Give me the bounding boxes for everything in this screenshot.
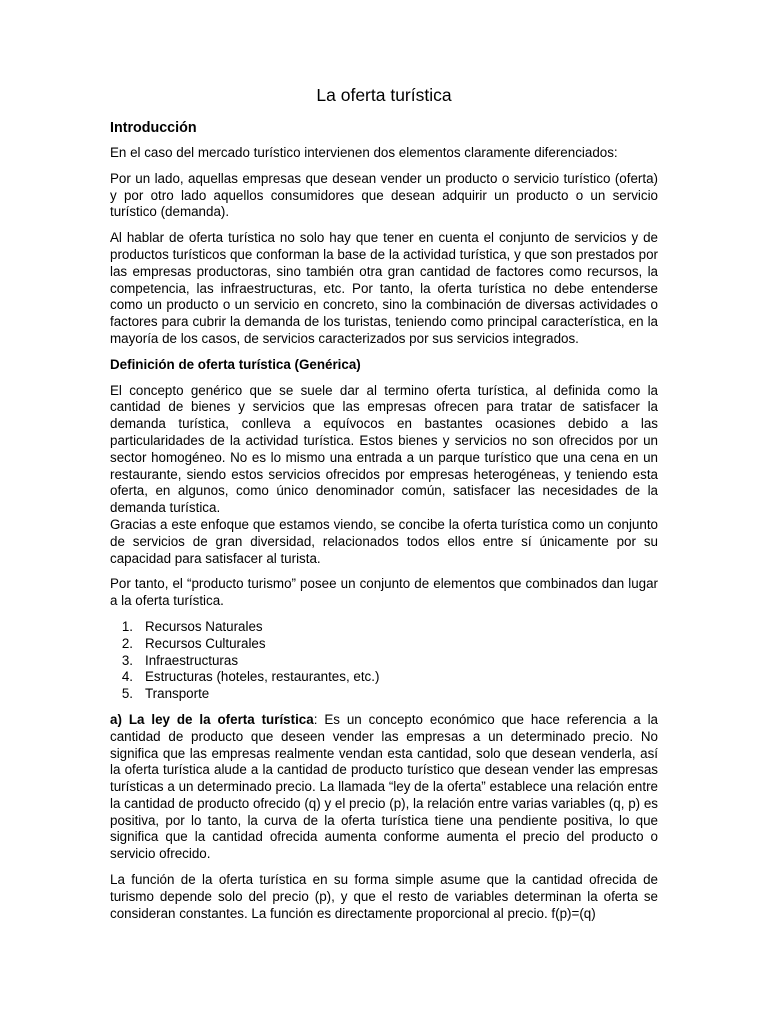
intro-heading: Introducción bbox=[110, 120, 197, 136]
paragraph-intro-1: En el caso del mercado turístico intervienen dos elementos claramente diferenciados: bbox=[110, 145, 618, 160]
page-title: La oferta turística bbox=[316, 85, 452, 105]
list-item: 4. Estructuras (hoteles, restaurantes, etc.) bbox=[121, 669, 380, 685]
list-item: 5. Transporte bbox=[121, 686, 210, 702]
paragraph-product: Por tanto, el “producto turismo” posee un conjunto de elementos que combinados dan lugar a la oferta turística. bbox=[110, 576, 658, 609]
supply-law-text: : Es un concepto económico que hace referencia a la cantidad de producto que deseen vender las empresas a un determinado precio. No significa que las empresas realmente vendan esta cantidad, solo que desean venderla, así la oferta turística alude a la cantidad de producto turístico que desean vender las empresas turísticas a un determinado precio. La llamada “ley de la oferta” establece una relación entre la cantidad de producto ofrecido (q) y el precio (p), la relación entre varias variables (q, p) es positiva, por lo tanto, la curva de la oferta turística tiene una pendiente positiva, lo que significa que la cantidad ofrecida aumenta conforme aumenta el precio del producto o servicio ofrecido. bbox=[110, 711, 658, 862]
elements-list bbox=[110, 619, 658, 703]
supply-law-label: a) La ley de la oferta turística bbox=[110, 711, 314, 727]
paragraph-supply-function: La función de la oferta turística en su forma simple asume que la cantidad ofrecida de turismo depende solo del precio (p), y que el resto de variables determinan la oferta se consideran constantes. La función es directamente proporcional al precio. f(p)=(q) bbox=[110, 872, 658, 921]
list-item: 3. Infraestructuras bbox=[121, 652, 239, 668]
definition-heading: Definición de oferta turística (Genérica) bbox=[110, 356, 361, 372]
list-item: 2. Recursos Culturales bbox=[121, 635, 266, 651]
paragraph-intro-2: Por un lado, aquellas empresas que desean vender un producto o servicio turístico (oferta) y por otro lado aquellos consumidores que desean adquirir un producto o un servicio turístico (demanda). bbox=[110, 170, 658, 220]
list-item: 1. Recursos Naturales bbox=[121, 618, 263, 634]
paragraph-intro-3: Al hablar de oferta turística no solo hay que tener en cuenta el conjunto de servicios y de productos turísticos que conforman la base de la actividad turística, y que son prestados por las empresas productoras, sino también otra gran cantidad de factores como recursos, la competencia, las infraestructuras, etc. Por tanto, la oferta turística no debe entenderse como un producto o un servicio en concreto, sino la combinación de diversas actividades o factores para cubrir la demanda de los turistas, teniendo como principal característica, en la mayoría de los casos, de servicios caracterizados por sus servicios integrados. bbox=[110, 230, 658, 346]
paragraph-definition-2: Gracias a este enfoque que estamos viendo, se concibe la oferta turística como un conjunto de servicios de gran diversidad, relacionados todos ellos entre sí únicamente por su capacidad para satisfacer al turista. bbox=[110, 516, 658, 566]
paragraph-definition-1: El concepto genérico que se suele dar al termino oferta turística, al definida como la cantidad de bienes y servicios que las empresas ofrecen para tratar de satisfacer la demanda turística, conlleva a equívocos en bastantes ocasiones debido a las particularidades de la actividad turística. Estos bienes y servicios no son ofrecidos por un sector homogéneo. No es lo mismo una entrada a un parque turístico que una cena en un restaurante, siendo estos servicios ofrecidos por empresas heterogéneas, y teniendo esta oferta, en algunos, como único denominador común, satisfacer las necesidades de la demanda turística. bbox=[110, 382, 658, 516]
paragraph-supply-law bbox=[110, 712, 658, 863]
